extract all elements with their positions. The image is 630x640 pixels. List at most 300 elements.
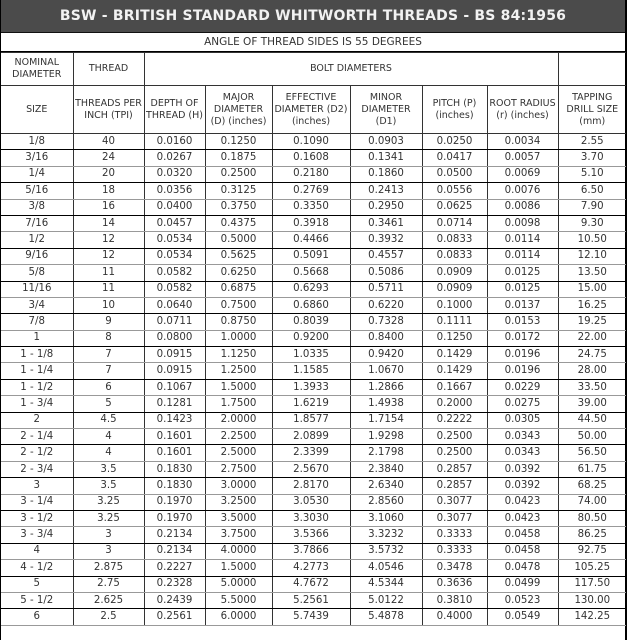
cell-tapping-drill-size: 56.50 — [558, 445, 626, 461]
cell-minor-diameter: 0.4557 — [350, 248, 422, 264]
cell-minor-diameter: 0.3461 — [350, 215, 422, 231]
cell-tpi: 16 — [73, 199, 144, 215]
cell-root-radius: 0.0392 — [487, 461, 558, 477]
cell-pitch: 0.0625 — [422, 199, 487, 215]
cell-root-radius: 0.0114 — [487, 232, 558, 248]
cell-size: 1 - 3/4 — [1, 396, 73, 412]
cell-effective-diameter: 1.8577 — [272, 412, 350, 428]
cell-minor-diameter: 2.1798 — [350, 445, 422, 461]
cell-tpi: 3.25 — [73, 494, 144, 510]
cell-depth-of-thread: 0.1601 — [144, 445, 205, 461]
cell-size: 3/4 — [1, 297, 73, 313]
header-bolt-diameters: BOLT DIAMETERS — [144, 53, 558, 86]
cell-pitch: 0.1250 — [422, 330, 487, 346]
cell-root-radius: 0.0523 — [487, 592, 558, 608]
cell-minor-diameter: 0.3932 — [350, 232, 422, 248]
cell-minor-diameter: 1.4938 — [350, 396, 422, 412]
cell-pitch: 0.3478 — [422, 560, 487, 576]
cell-depth-of-thread: 0.1970 — [144, 510, 205, 526]
cell-depth-of-thread: 0.2227 — [144, 560, 205, 576]
cell-size: 1/4 — [1, 166, 73, 182]
cell-effective-diameter: 0.5091 — [272, 248, 350, 264]
cell-tpi: 4 — [73, 429, 144, 445]
cell-pitch: 0.4000 — [422, 609, 487, 625]
cell-tapping-drill-size: 16.25 — [558, 297, 626, 313]
cell-major-diameter: 3.2500 — [205, 494, 272, 510]
cell-major-diameter: 0.2500 — [205, 166, 272, 182]
cell-tapping-drill-size: 117.50 — [558, 576, 626, 592]
cell-tapping-drill-size: 33.50 — [558, 379, 626, 395]
cell-minor-diameter: 4.0546 — [350, 560, 422, 576]
cell-size: 3/16 — [1, 150, 73, 166]
cell-effective-diameter: 0.2769 — [272, 183, 350, 199]
header-effective-diameter: EFFECTIVE DIAMETER (D2) (inches) — [272, 86, 350, 134]
cell-major-diameter: 2.0000 — [205, 412, 272, 428]
cell-size: 5/16 — [1, 183, 73, 199]
cell-tapping-drill-size: 7.90 — [558, 199, 626, 215]
table-row — [1, 543, 626, 559]
cell-tapping-drill-size: 22.00 — [558, 330, 626, 346]
cell-root-radius: 0.0034 — [487, 134, 558, 150]
cell-pitch: 0.0833 — [422, 248, 487, 264]
cell-depth-of-thread: 0.0582 — [144, 265, 205, 281]
table-row — [1, 297, 626, 313]
cell-major-diameter: 1.5000 — [205, 560, 272, 576]
cell-major-diameter: 5.5000 — [205, 592, 272, 608]
cell-major-diameter: 0.6875 — [205, 281, 272, 297]
cell-root-radius: 0.0392 — [487, 478, 558, 494]
cell-size: 4 — [1, 543, 73, 559]
cell-tapping-drill-size: 92.75 — [558, 543, 626, 559]
table-row — [1, 232, 626, 248]
cell-root-radius: 0.0229 — [487, 379, 558, 395]
table-row — [1, 609, 626, 625]
table-row — [1, 461, 626, 477]
header-minor-diameter: MINOR DIAMETER (D1) — [350, 86, 422, 134]
table-row — [1, 592, 626, 608]
cell-tapping-drill-size: 105.25 — [558, 560, 626, 576]
cell-depth-of-thread: 0.0915 — [144, 363, 205, 379]
cell-pitch: 0.1667 — [422, 379, 487, 395]
cell-root-radius: 0.0057 — [487, 150, 558, 166]
cell-tapping-drill-size: 15.00 — [558, 281, 626, 297]
cell-depth-of-thread: 0.0915 — [144, 347, 205, 363]
cell-pitch: 0.2857 — [422, 461, 487, 477]
cell-pitch: 0.1429 — [422, 347, 487, 363]
cell-tpi: 4.5 — [73, 412, 144, 428]
cell-tpi: 3 — [73, 527, 144, 543]
cell-major-diameter: 6.0000 — [205, 609, 272, 625]
cell-size: 7/16 — [1, 215, 73, 231]
header-root-radius: ROOT RADIUS (r) (inches) — [487, 86, 558, 134]
cell-tpi: 20 — [73, 166, 144, 182]
cell-pitch: 0.2000 — [422, 396, 487, 412]
cell-tpi: 2.625 — [73, 592, 144, 608]
cell-minor-diameter: 0.1341 — [350, 150, 422, 166]
cell-root-radius: 0.0086 — [487, 199, 558, 215]
cell-effective-diameter: 0.3350 — [272, 199, 350, 215]
cell-tapping-drill-size: 2.55 — [558, 134, 626, 150]
cell-size: 6 — [1, 609, 73, 625]
header-major-diameter: MAJOR DIAMETER (D) (inches) — [205, 86, 272, 134]
cell-size: 3 - 3/4 — [1, 527, 73, 543]
cell-effective-diameter: 0.9200 — [272, 330, 350, 346]
cell-minor-diameter: 0.9420 — [350, 347, 422, 363]
cell-depth-of-thread: 0.1423 — [144, 412, 205, 428]
cell-size: 1 - 1/2 — [1, 379, 73, 395]
cell-tpi: 11 — [73, 265, 144, 281]
cell-minor-diameter: 3.5732 — [350, 543, 422, 559]
table-row — [1, 576, 626, 592]
cell-effective-diameter: 3.0530 — [272, 494, 350, 510]
cell-depth-of-thread: 0.0640 — [144, 297, 205, 313]
cell-pitch: 0.3636 — [422, 576, 487, 592]
cell-pitch: 0.1000 — [422, 297, 487, 313]
cell-depth-of-thread: 0.0582 — [144, 281, 205, 297]
cell-effective-diameter: 0.5668 — [272, 265, 350, 281]
cell-root-radius: 0.0125 — [487, 265, 558, 281]
cell-root-radius: 0.0423 — [487, 510, 558, 526]
cell-size: 2 - 3/4 — [1, 461, 73, 477]
cell-root-radius: 0.0172 — [487, 330, 558, 346]
cell-effective-diameter: 4.7672 — [272, 576, 350, 592]
cell-effective-diameter: 0.6293 — [272, 281, 350, 297]
cell-depth-of-thread: 0.1281 — [144, 396, 205, 412]
header-thread: THREAD — [73, 53, 144, 86]
cell-effective-diameter: 2.5670 — [272, 461, 350, 477]
header-size: SIZE — [1, 86, 73, 134]
cell-pitch: 0.1111 — [422, 314, 487, 330]
cell-tapping-drill-size: 13.50 — [558, 265, 626, 281]
cell-minor-diameter: 0.7328 — [350, 314, 422, 330]
cell-depth-of-thread: 0.0711 — [144, 314, 205, 330]
cell-tapping-drill-size: 28.00 — [558, 363, 626, 379]
cell-root-radius: 0.0343 — [487, 429, 558, 445]
cell-depth-of-thread: 0.1067 — [144, 379, 205, 395]
cell-major-diameter: 5.0000 — [205, 576, 272, 592]
cell-size: 7/8 — [1, 314, 73, 330]
cell-size: 5/8 — [1, 265, 73, 281]
cell-minor-diameter: 5.4878 — [350, 609, 422, 625]
cell-minor-diameter: 0.5711 — [350, 281, 422, 297]
cell-minor-diameter: 2.8560 — [350, 494, 422, 510]
cell-tpi: 4 — [73, 445, 144, 461]
cell-size: 4 - 1/2 — [1, 560, 73, 576]
cell-major-diameter: 4.0000 — [205, 543, 272, 559]
cell-tpi: 40 — [73, 134, 144, 150]
table-row — [1, 379, 626, 395]
cell-root-radius: 0.0196 — [487, 363, 558, 379]
cell-minor-diameter: 1.9298 — [350, 429, 422, 445]
cell-tapping-drill-size: 19.25 — [558, 314, 626, 330]
cell-major-diameter: 2.7500 — [205, 461, 272, 477]
cell-effective-diameter: 1.3933 — [272, 379, 350, 395]
cell-minor-diameter: 3.1060 — [350, 510, 422, 526]
cell-effective-diameter: 0.2180 — [272, 166, 350, 182]
cell-tpi: 24 — [73, 150, 144, 166]
table-body — [1, 134, 626, 626]
cell-size: 3 - 1/2 — [1, 510, 73, 526]
cell-effective-diameter: 4.2773 — [272, 560, 350, 576]
cell-tpi: 10 — [73, 297, 144, 313]
table-row — [1, 265, 626, 281]
cell-effective-diameter: 2.8170 — [272, 478, 350, 494]
cell-tapping-drill-size: 3.70 — [558, 150, 626, 166]
cell-root-radius: 0.0196 — [487, 347, 558, 363]
cell-size: 11/16 — [1, 281, 73, 297]
cell-root-radius: 0.0458 — [487, 543, 558, 559]
cell-tpi: 2.5 — [73, 609, 144, 625]
cell-depth-of-thread: 0.2134 — [144, 543, 205, 559]
cell-depth-of-thread: 0.2134 — [144, 527, 205, 543]
cell-size: 3 - 1/4 — [1, 494, 73, 510]
cell-depth-of-thread: 0.0356 — [144, 183, 205, 199]
table-row — [1, 510, 626, 526]
cell-tapping-drill-size: 142.25 — [558, 609, 626, 625]
header-blank — [558, 53, 626, 86]
cell-size: 1/8 — [1, 134, 73, 150]
table-row — [1, 478, 626, 494]
cell-tpi: 6 — [73, 379, 144, 395]
table-row — [1, 199, 626, 215]
cell-root-radius: 0.0499 — [487, 576, 558, 592]
cell-tapping-drill-size: 130.00 — [558, 592, 626, 608]
cell-pitch: 0.0909 — [422, 265, 487, 281]
table-row — [1, 396, 626, 412]
cell-pitch: 0.3077 — [422, 510, 487, 526]
cell-depth-of-thread: 0.0400 — [144, 199, 205, 215]
header-tpi: THREADS PER INCH (TPI) — [73, 86, 144, 134]
cell-minor-diameter: 0.2413 — [350, 183, 422, 199]
cell-tpi: 3.5 — [73, 461, 144, 477]
cell-pitch: 0.2222 — [422, 412, 487, 428]
cell-root-radius: 0.0076 — [487, 183, 558, 199]
header-depth-of-thread: DEPTH OF THREAD (H) — [144, 86, 205, 134]
table-row — [1, 248, 626, 264]
cell-root-radius: 0.0114 — [487, 248, 558, 264]
cell-minor-diameter: 0.5086 — [350, 265, 422, 281]
cell-size: 1 - 1/4 — [1, 363, 73, 379]
cell-minor-diameter: 1.2866 — [350, 379, 422, 395]
cell-minor-diameter: 0.1860 — [350, 166, 422, 182]
cell-tapping-drill-size: 50.00 — [558, 429, 626, 445]
cell-minor-diameter: 0.2950 — [350, 199, 422, 215]
cell-depth-of-thread: 0.0160 — [144, 134, 205, 150]
cell-pitch: 0.2500 — [422, 429, 487, 445]
table-title: BSW - BRITISH STANDARD WHITWORTH THREADS - BS 84:1956 — [1, 0, 625, 33]
cell-effective-diameter: 2.0899 — [272, 429, 350, 445]
cell-size: 2 - 1/2 — [1, 445, 73, 461]
cell-root-radius: 0.0458 — [487, 527, 558, 543]
cell-effective-diameter: 0.6860 — [272, 297, 350, 313]
table-row — [1, 215, 626, 231]
table-row — [1, 150, 626, 166]
cell-pitch: 0.2857 — [422, 478, 487, 494]
cell-pitch: 0.0500 — [422, 166, 487, 182]
cell-depth-of-thread: 0.1601 — [144, 429, 205, 445]
cell-effective-diameter: 1.6219 — [272, 396, 350, 412]
cell-major-diameter: 0.3125 — [205, 183, 272, 199]
cell-root-radius: 0.0549 — [487, 609, 558, 625]
cell-root-radius: 0.0137 — [487, 297, 558, 313]
cell-depth-of-thread: 0.0457 — [144, 215, 205, 231]
table-row — [1, 330, 626, 346]
cell-root-radius: 0.0275 — [487, 396, 558, 412]
cell-tpi: 12 — [73, 248, 144, 264]
cell-depth-of-thread: 0.0267 — [144, 150, 205, 166]
thread-table — [1, 52, 626, 626]
cell-effective-diameter: 0.1608 — [272, 150, 350, 166]
cell-root-radius: 0.0153 — [487, 314, 558, 330]
table-row — [1, 134, 626, 150]
cell-tapping-drill-size: 12.10 — [558, 248, 626, 264]
cell-major-diameter: 1.1250 — [205, 347, 272, 363]
cell-tpi: 11 — [73, 281, 144, 297]
cell-minor-diameter: 0.6220 — [350, 297, 422, 313]
header-row-columns — [1, 86, 626, 134]
cell-effective-diameter: 2.3399 — [272, 445, 350, 461]
cell-major-diameter: 0.6250 — [205, 265, 272, 281]
cell-minor-diameter: 3.3232 — [350, 527, 422, 543]
cell-tpi: 2.875 — [73, 560, 144, 576]
cell-effective-diameter: 3.5366 — [272, 527, 350, 543]
cell-size: 2 — [1, 412, 73, 428]
cell-pitch: 0.3810 — [422, 592, 487, 608]
table-row — [1, 429, 626, 445]
cell-tpi: 9 — [73, 314, 144, 330]
cell-pitch: 0.0417 — [422, 150, 487, 166]
cell-tapping-drill-size: 5.10 — [558, 166, 626, 182]
cell-major-diameter: 1.0000 — [205, 330, 272, 346]
cell-size: 1 - 1/8 — [1, 347, 73, 363]
cell-major-diameter: 2.2500 — [205, 429, 272, 445]
cell-major-diameter: 2.5000 — [205, 445, 272, 461]
cell-tapping-drill-size: 74.00 — [558, 494, 626, 510]
cell-depth-of-thread: 0.2561 — [144, 609, 205, 625]
cell-root-radius: 0.0305 — [487, 412, 558, 428]
cell-pitch: 0.0833 — [422, 232, 487, 248]
header-tapping-drill-size: TAPPING DRILL SIZE (mm) — [558, 86, 626, 134]
cell-effective-diameter: 0.4466 — [272, 232, 350, 248]
cell-pitch: 0.1429 — [422, 363, 487, 379]
cell-major-diameter: 3.0000 — [205, 478, 272, 494]
cell-root-radius: 0.0125 — [487, 281, 558, 297]
cell-minor-diameter: 4.5344 — [350, 576, 422, 592]
cell-size: 3 — [1, 478, 73, 494]
cell-depth-of-thread: 0.0534 — [144, 232, 205, 248]
cell-depth-of-thread: 0.0800 — [144, 330, 205, 346]
cell-major-diameter: 0.7500 — [205, 297, 272, 313]
cell-major-diameter: 0.5625 — [205, 248, 272, 264]
cell-major-diameter: 1.5000 — [205, 379, 272, 395]
cell-size: 1 — [1, 330, 73, 346]
cell-tapping-drill-size: 80.50 — [558, 510, 626, 526]
cell-root-radius: 0.0343 — [487, 445, 558, 461]
header-pitch: PITCH (P) (inches) — [422, 86, 487, 134]
cell-root-radius: 0.0423 — [487, 494, 558, 510]
cell-major-diameter: 0.3750 — [205, 199, 272, 215]
cell-tpi: 3.25 — [73, 510, 144, 526]
cell-tpi: 18 — [73, 183, 144, 199]
cell-minor-diameter: 1.7154 — [350, 412, 422, 428]
cell-depth-of-thread: 0.0320 — [144, 166, 205, 182]
cell-depth-of-thread: 0.1830 — [144, 478, 205, 494]
cell-tpi: 5 — [73, 396, 144, 412]
cell-size: 2 - 1/4 — [1, 429, 73, 445]
cell-major-diameter: 3.7500 — [205, 527, 272, 543]
table-row — [1, 314, 626, 330]
cell-effective-diameter: 0.1090 — [272, 134, 350, 150]
table-row — [1, 445, 626, 461]
cell-tpi: 14 — [73, 215, 144, 231]
cell-pitch: 0.0250 — [422, 134, 487, 150]
cell-tapping-drill-size: 61.75 — [558, 461, 626, 477]
header-nominal-diameter: NOMINAL DIAMETER — [1, 53, 73, 86]
cell-major-diameter: 0.4375 — [205, 215, 272, 231]
cell-size: 9/16 — [1, 248, 73, 264]
cell-tapping-drill-size: 24.75 — [558, 347, 626, 363]
cell-depth-of-thread: 0.1830 — [144, 461, 205, 477]
cell-pitch: 0.3333 — [422, 543, 487, 559]
cell-tpi: 2.75 — [73, 576, 144, 592]
cell-tapping-drill-size: 9.30 — [558, 215, 626, 231]
cell-root-radius: 0.0098 — [487, 215, 558, 231]
cell-effective-diameter: 5.2561 — [272, 592, 350, 608]
cell-major-diameter: 1.7500 — [205, 396, 272, 412]
cell-tpi: 3 — [73, 543, 144, 559]
cell-minor-diameter: 1.0670 — [350, 363, 422, 379]
cell-effective-diameter: 0.8039 — [272, 314, 350, 330]
cell-depth-of-thread: 0.2439 — [144, 592, 205, 608]
cell-size: 5 — [1, 576, 73, 592]
table-row — [1, 281, 626, 297]
cell-minor-diameter: 2.6340 — [350, 478, 422, 494]
cell-minor-diameter: 5.0122 — [350, 592, 422, 608]
table-row — [1, 412, 626, 428]
cell-minor-diameter: 2.3840 — [350, 461, 422, 477]
cell-depth-of-thread: 0.1970 — [144, 494, 205, 510]
cell-pitch: 0.0714 — [422, 215, 487, 231]
cell-major-diameter: 0.1875 — [205, 150, 272, 166]
header-row-group — [1, 53, 626, 86]
cell-tpi: 12 — [73, 232, 144, 248]
cell-major-diameter: 0.8750 — [205, 314, 272, 330]
cell-pitch: 0.3077 — [422, 494, 487, 510]
cell-size: 5 - 1/2 — [1, 592, 73, 608]
table-row — [1, 494, 626, 510]
cell-effective-diameter: 0.3918 — [272, 215, 350, 231]
cell-tapping-drill-size: 68.25 — [558, 478, 626, 494]
cell-effective-diameter: 3.7866 — [272, 543, 350, 559]
table-row — [1, 527, 626, 543]
cell-tapping-drill-size: 6.50 — [558, 183, 626, 199]
cell-size: 1/2 — [1, 232, 73, 248]
cell-depth-of-thread: 0.0534 — [144, 248, 205, 264]
cell-pitch: 0.0556 — [422, 183, 487, 199]
cell-tpi: 7 — [73, 363, 144, 379]
cell-tapping-drill-size: 39.00 — [558, 396, 626, 412]
cell-major-diameter: 3.5000 — [205, 510, 272, 526]
cell-effective-diameter: 5.7439 — [272, 609, 350, 625]
table-row — [1, 560, 626, 576]
cell-effective-diameter: 1.0335 — [272, 347, 350, 363]
cell-major-diameter: 0.5000 — [205, 232, 272, 248]
cell-major-diameter: 0.1250 — [205, 134, 272, 150]
table-subtitle: ANGLE OF THREAD SIDES IS 55 DEGREES — [1, 33, 625, 52]
cell-effective-diameter: 1.1585 — [272, 363, 350, 379]
cell-major-diameter: 1.2500 — [205, 363, 272, 379]
cell-depth-of-thread: 0.2328 — [144, 576, 205, 592]
